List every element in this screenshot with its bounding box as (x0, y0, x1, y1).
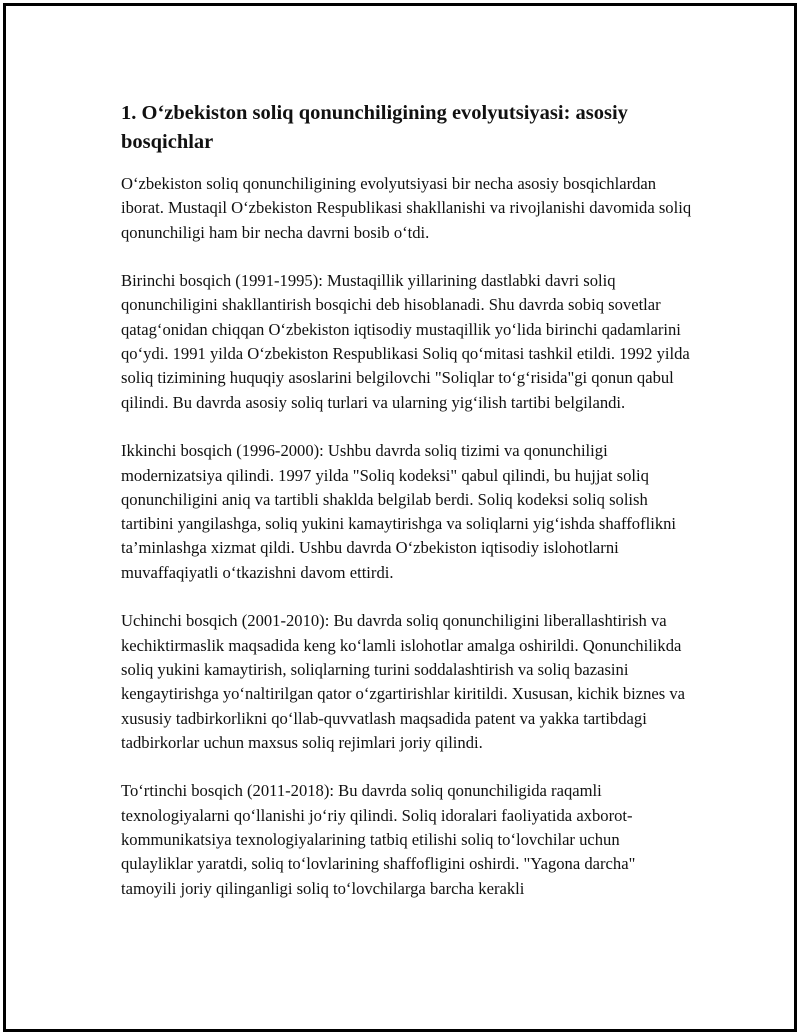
document-body (121, 99, 693, 925)
paragraph-stage-4: To‘rtinchi bosqich (2011-2018): Bu davrda soliq qonunchiligida raqamli texnologiyalarni qo‘llanishi jo‘riy qilindi. Soliq idoralari faoliyatida axborot-kommunikatsiya texnologiyalarining tatbiq etilishi soliq to‘lovchilar uchun qulayliklar yaratdi, soliq to‘lovlarining shaffofligini oshirdi. "Yagona darcha" tamoyili joriy qilinganligi soliq to‘lovchilarga barcha kerakli (121, 781, 636, 898)
paragraph-stage-1: Birinchi bosqich (1991-1995): Mustaqillik yillarining dastlabki davri soliq qonunchiligini shakllantirish bosqichi deb hisoblanadi. Shu davrda sobiq sovetlar qatag‘onidan chiqqan O‘zbekiston iqtisodiy mustaqillik yo‘lida birinchi qadamlarini qo‘ydi. 1991 yilda O‘zbekiston Respublikasi Soliq qo‘mitasi tashkil etildi. 1992 yilda soliq tizimining huquqiy asoslarini belgilovchi "Soliqlar to‘g‘risida"gi qonun qabul qilindi. Bu davrda asosiy soliq turlari va ularning yig‘ilish tartibi belgilandi. (121, 271, 690, 412)
paragraph-stage-3: Uchinchi bosqich (2001-2010): Bu davrda soliq qonunchiligini liberallashtirish va kechiktirmaslik maqsadida keng ko‘lamli islohotlar amalga oshirildi. Qonunchilikda soliq yukini kamaytirish, soliqlarning turini soddalashtirish va soliq bazasini kengaytirishga yo‘naltirilgan qator o‘zgartirishlar kiritildi. Xususan, kichik biznes va xususiy tadbirkorlikni qo‘llab-quvvatlash maqsadida patent va yakka tartibdagi tadbirkorlar uchun maxsus soliq rejimlari joriy qilindi. (121, 611, 686, 752)
paragraph-stage-2: Ikkinchi bosqich (1996-2000): Ushbu davrda soliq tizimi va qonunchiligi modernizatsiya qilindi. 1997 yilda "Soliq kodeksi" qabul qilindi, bu hujjat soliq qonunchiligini aniq va tartibli shaklda belgilab berdi. Soliq kodeksi soliq solish tartibini yangilashga, soliq yukini kamaytirishga va soliqlarni yig‘ishda shaffoflikni ta’minlashga xizmat qildi. Ushbu davrda O‘zbekiston iqtisodiy islohotlarni muvaffaqiyatli o‘tkazishni davom ettirdi. (121, 441, 677, 582)
paragraph-intro: O‘zbekiston soliq qonunchiligining evolyutsiyasi bir necha asosiy bosqichlardan iborat. Mustaqil O‘zbekiston Respublikasi shakllanishi va rivojlanishi davomida soliq qonunchiligi ham bir necha davrni bosib o‘tdi. (121, 174, 692, 242)
document-title: 1. O‘zbekiston soliq qonunchiligining evolyutsiyasi: asosiy bosqichlar (121, 102, 628, 153)
document-page (3, 3, 797, 1032)
